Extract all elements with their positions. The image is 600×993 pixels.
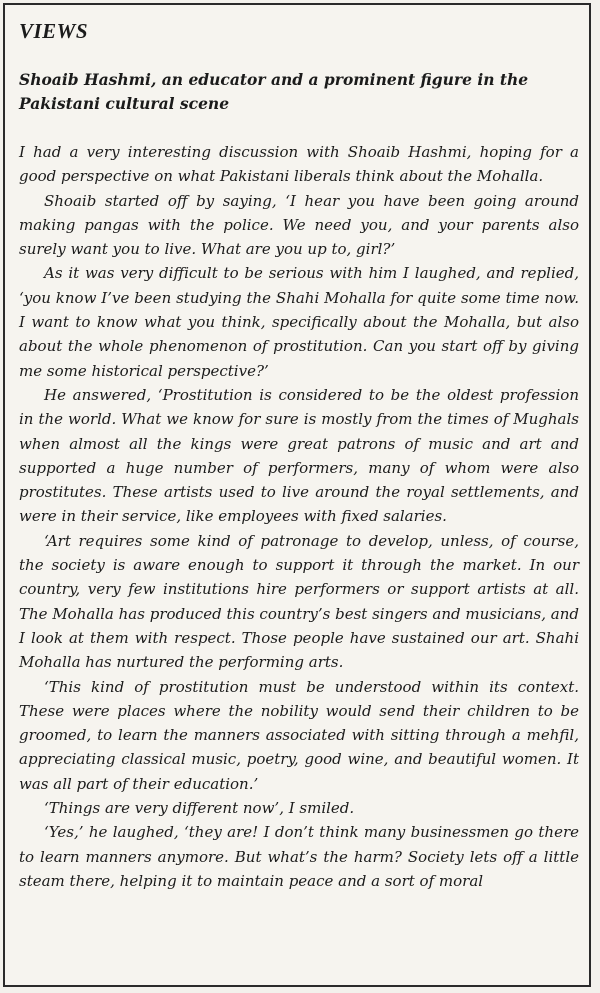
article-subheading: Shoaib Hashmi, an educator and a prominent figure in the Pakistani cultural scene (19, 70, 529, 113)
paragraph-5: ‘Art requires some kind of patronage to develop, unless, of course, the society is aware enough to support it through the market. In our country, very few institutions hire performers or support artists at all. The Mohalla has produced this country’s best singers and musicians, and I look at them with respect. Those people have sustained our art. Shahi Mohalla has nurtured the performing arts. (19, 531, 579, 672)
section-label: VIEWS (19, 19, 89, 43)
paragraph-1: I had a very interesting discussion with Shoaib Hashmi, hoping for a good perspective on what Pakistani liberals think about the Mohalla. (19, 143, 579, 186)
paragraph-7: ‘Things are very different now’, I smiled. (44, 799, 355, 818)
paragraph-2: Shoaib started off by saying, ‘I hear you have been going around making pangas with the police. We need you, and your parents also surely want you to live. What are you up to, girl?’ (19, 191, 579, 259)
document-page (3, 3, 591, 987)
paragraph-8: ‘Yes,’ he laughed, ‘they are! I don’t think many businessmen go there to learn manners anymore. But what’s the harm? Society lets off a little steam there, helping it to maintain peace and a sort of moral (19, 823, 579, 890)
paragraph-3: As it was very difficult to be serious with him I laughed, and replied, ‘you know I’ve been studying the Shahi Mohalla for quite some time now. I want to know what you think, specifically about the Mohalla, but also about the whole phenomenon of prostitution. Can you start off by giving me some historical perspective?’ (19, 264, 579, 380)
paragraph-6: ‘This kind of prostitution must be understood within its context. These were places where the nobility would send their children to be groomed, to learn the manners associated with sitting through a mehfil, appreciating classical music, poetry, good wine, and beautiful women. It was all part of their education.’ (19, 677, 579, 793)
paragraph-4: He answered, ‘Prostitution is considered to be the oldest profession in the world. What we know for sure is mostly from the times of Mughals when almost all the kings were great patrons of music and art and supported a huge number of performers, many of whom were also prostitutes. These artists used to live around the royal settlements, and were in their service, like employees with fixed salaries. (19, 385, 579, 526)
article-body (19, 19, 579, 893)
